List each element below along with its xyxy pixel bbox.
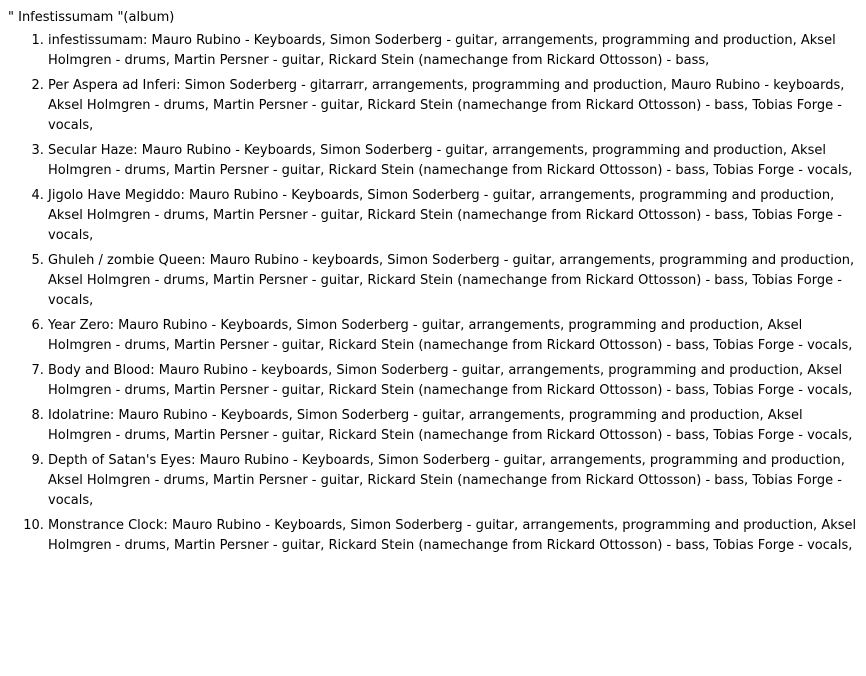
track-item-3: 3. Secular Haze: Mauro Rubino - Keyboards, Simon Soderberg - guitar, arrangements, programming and production, Aksel Holmgren - drums, Martin Persner - guitar, Rickard Stein (namechange from Rickard Ottosson) - bass, Tobias Forge - vocals,: [48, 141, 858, 181]
track-item-9: 9. Depth of Satan's Eyes: Mauro Rubino - Keyboards, Simon Soderberg - guitar, arrangements, programming and production, Aksel Holmgren - drums, Martin Persner - guitar, Rickard Stein (namechange from Rickard Ottosson) - bass, Tobias Forge - vocals,: [48, 451, 858, 511]
track-item-7: 7. Body and Blood: Mauro Rubino - keyboards, Simon Soderberg - guitar, arrangements, programming and production, Aksel Holmgren - drums, Martin Persner - guitar, Rickard Stein (namechange from Rickard Ottosson) - bass, Tobias Forge - vocals,: [48, 361, 858, 401]
page-title: " Infestissumam "(album): [8, 10, 175, 25]
track-list: [8, 31, 858, 556]
track-item-6: 6. Year Zero: Mauro Rubino - Keyboards, Simon Soderberg - guitar, arrangements, programming and production, Aksel Holmgren - drums, Martin Persner - guitar, Rickard Stein (namechange from Rickard Ottosson) - bass, Tobias Forge - vocals,: [48, 316, 858, 356]
track-item-2: 2. Per Aspera ad Inferi: Simon Soderberg - gitarrarr, arrangements, programming and production, Mauro Rubino - keyboards, Aksel Holmgren - drums, Martin Persner - guitar, Rickard Stein (namechange from Rickard Ottosson) - bass, Tobias Forge - vocals,: [48, 76, 858, 136]
track-item-10: 10. Monstrance Clock: Mauro Rubino - Keyboards, Simon Soderberg - guitar, arrangements, programming and production, Aksel Holmgren - drums, Martin Persner - guitar, Rickard Stein (namechange from Rickard Ottosson) - bass, Tobias Forge - vocals,: [48, 516, 858, 556]
track-item-4: 4. Jigolo Have Megiddo: Mauro Rubino - Keyboards, Simon Soderberg - guitar, arrangements, programming and production, Aksel Holmgren - drums, Martin Persner - guitar, Rickard Stein (namechange from Rickard Ottosson) - bass, Tobias Forge - vocals,: [48, 186, 858, 246]
track-item-1: 1. infestissumam: Mauro Rubino - Keyboards, Simon Soderberg - guitar, arrangements, programming and production, Aksel Holmgren - drums, Martin Persner - guitar, Rickard Stein (namechange from Rickard Ottosson) - bass,: [48, 31, 858, 71]
track-item-5: 5. Ghuleh / zombie Queen: Mauro Rubino - keyboards, Simon Soderberg - guitar, arrangements, programming and production, Aksel Holmgren - drums, Martin Persner - guitar, Rickard Stein (namechange from Rickard Ottosson) - bass, Tobias Forge - vocals,: [48, 251, 858, 311]
track-item-8: 8. Idolatrine: Mauro Rubino - Keyboards, Simon Soderberg - guitar, arrangements, programming and production, Aksel Holmgren - drums, Martin Persner - guitar, Rickard Stein (namechange from Rickard Ottosson) - bass, Tobias Forge - vocals,: [48, 406, 858, 446]
